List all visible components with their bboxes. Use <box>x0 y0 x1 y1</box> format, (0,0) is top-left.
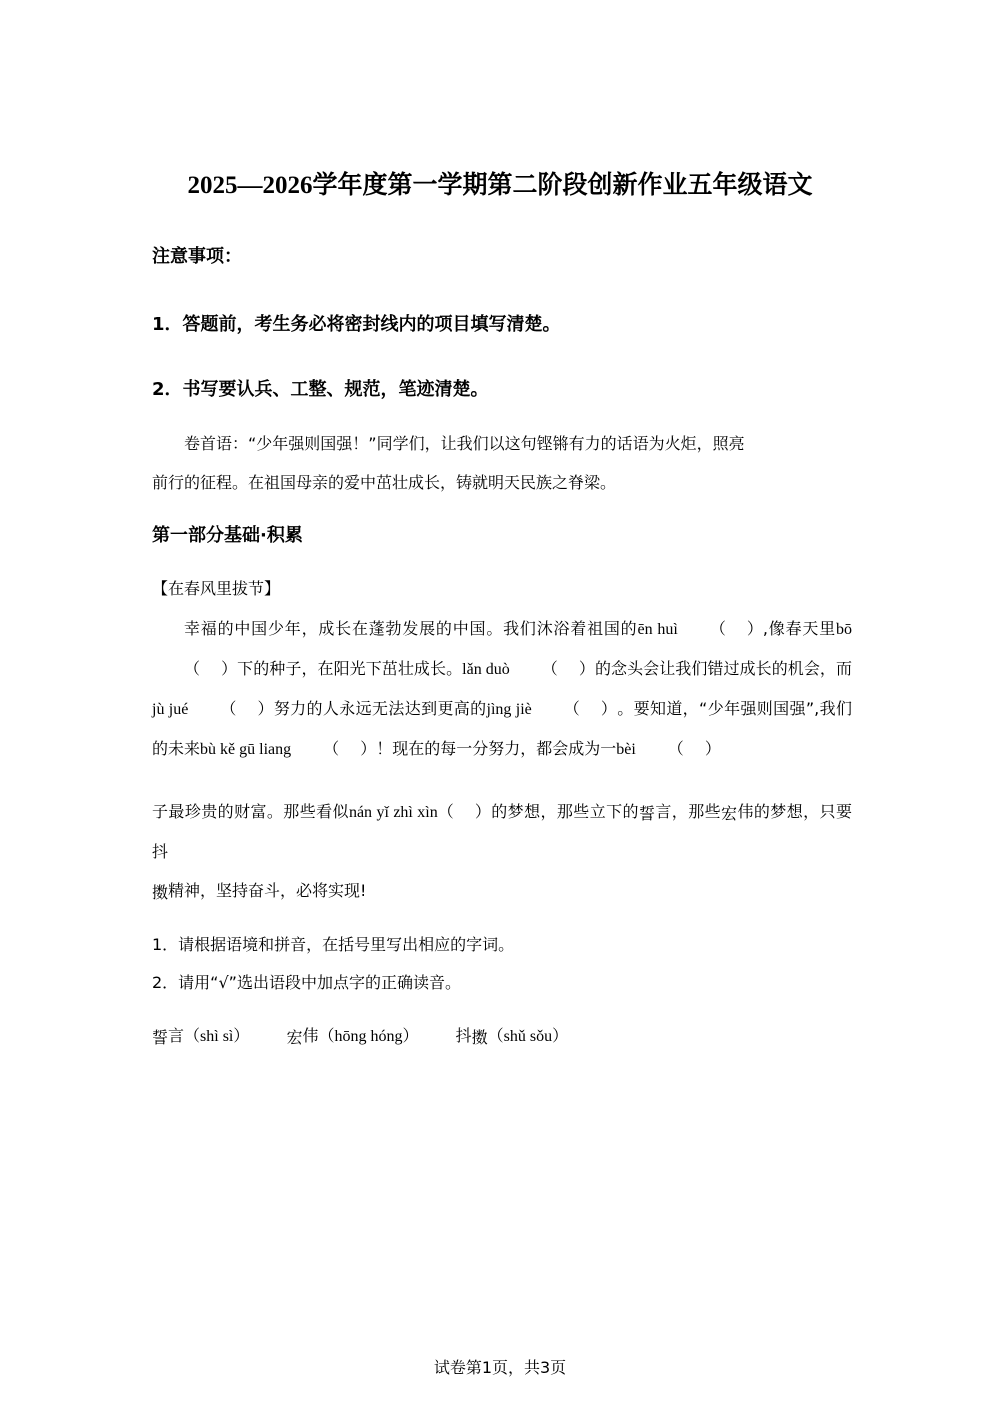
passage-text: 下的种子，在阳光下茁壮成长。 <box>237 659 463 678</box>
pinyin-lan-duo: lǎn duò <box>462 661 510 678</box>
pinyin-bo: bō <box>836 621 852 638</box>
pinyin-options: （shì sì） <box>184 1028 250 1045</box>
dotted-char-shi: 誓 <box>638 804 656 823</box>
answer-blank[interactable]: （ ） <box>437 802 491 821</box>
notice-heading: 注意事项： <box>152 246 242 267</box>
page-footer: 试卷第1页，共3页 <box>433 1358 567 1377</box>
pinyin-bei: bèi <box>616 741 636 758</box>
passage-text: 子最珍贵的财富。那些看似 <box>152 802 349 821</box>
pinyin-options: （shǔ sǒu） <box>487 1028 569 1045</box>
passage-text: ！现在的每一分努力，都会成为一 <box>376 739 617 758</box>
pron-item-dousou[interactable] <box>456 1023 569 1050</box>
notice-item-1: 1．答题前，考生务必将密封线内的项目填写清楚。 <box>152 314 561 335</box>
dotted-char-sou: 擞 <box>152 883 169 902</box>
passage-text: 幸福的中国少年，成长在蓬勃发展的中国。我们沐浴着祖国的 <box>184 619 638 638</box>
pron-item-shiyan[interactable] <box>152 1023 249 1050</box>
passage-text: 言，那些 <box>655 802 722 821</box>
word-start: 抖 <box>455 1026 472 1045</box>
passage-text: 伟的梦想，只要抖 <box>152 802 852 861</box>
answer-blank[interactable]: （ ） <box>220 699 274 718</box>
notice-item-2: 2．书写要认兵、工整、规范，笔迹清楚。 <box>152 379 489 400</box>
passage <box>152 609 852 769</box>
passage-text: ,像春天里 <box>762 619 836 638</box>
answer-blank[interactable]: （ ） <box>709 619 763 638</box>
word-rest: 言 <box>168 1026 185 1045</box>
passage-text: 的梦想，那些立下的 <box>490 802 639 821</box>
page-title: 2025—2026学年度第一学期第二阶段创新作业五年级语文 <box>187 172 813 199</box>
passage-lines-1-4 <box>152 609 852 769</box>
passage-line-5 <box>152 792 852 871</box>
pinyin-options: （hōng hóng） <box>318 1028 419 1045</box>
pinyin-en-hui: ēn huì <box>637 621 678 638</box>
pinyin-ju-jue: jù jué <box>152 701 189 718</box>
passage-text: 。要知道，“少年强则国强”,我们的未来 <box>152 699 852 758</box>
dotted-char-hong: 宏 <box>721 804 738 823</box>
dotted-char: 宏 <box>286 1028 303 1047</box>
question-2: 2．请用“√”选出语段中加点字的正确读音。 <box>152 973 461 992</box>
pron-item-hongwei[interactable] <box>286 1023 418 1050</box>
pinyin-bu-ke-gu-liang: bù kě gū liang <box>200 741 292 758</box>
dotted-char: 擞 <box>471 1028 488 1047</box>
passage-text: 的念头会让我们错过成长的机会，而 <box>594 659 852 678</box>
answer-blank[interactable]: （ ） <box>563 699 617 718</box>
preface <box>152 424 852 502</box>
word-rest: 伟 <box>302 1026 319 1045</box>
answer-blank[interactable]: （ ） <box>323 739 377 758</box>
passage-text: 努力的人永远无法达到更高的 <box>273 699 487 718</box>
pinyin-nan-yi-zhi-xin: nán yǐ zhì xìn <box>348 804 438 821</box>
answer-blank[interactable]: （ ） <box>667 739 721 758</box>
pronunciation-options <box>152 1023 852 1050</box>
part1-heading: 第一部分基础·积累 <box>152 525 303 546</box>
question-1: 1．请根据语境和拼音，在括号里写出相应的字词。 <box>152 935 515 954</box>
preface-line-1: 卷首语：“少年强则国强！”同学们，让我们以这句铿锵有力的话语为火炬，照亮 <box>184 434 745 453</box>
passage-line-6 <box>152 871 852 910</box>
section-title: 【在春风里拔节】 <box>152 579 281 598</box>
pinyin-jing-jie: jìng jiè <box>486 701 532 718</box>
dotted-char: 誓 <box>152 1028 169 1047</box>
passage-text: 精神，坚持奋斗，必将实现! <box>168 881 367 900</box>
answer-blank[interactable]: （ ） <box>184 659 238 678</box>
preface-line-2: 前行的征程。在祖国母亲的爱中茁壮成长，铸就明天民族之脊梁。 <box>152 473 617 492</box>
answer-blank[interactable]: （ ） <box>541 659 595 678</box>
